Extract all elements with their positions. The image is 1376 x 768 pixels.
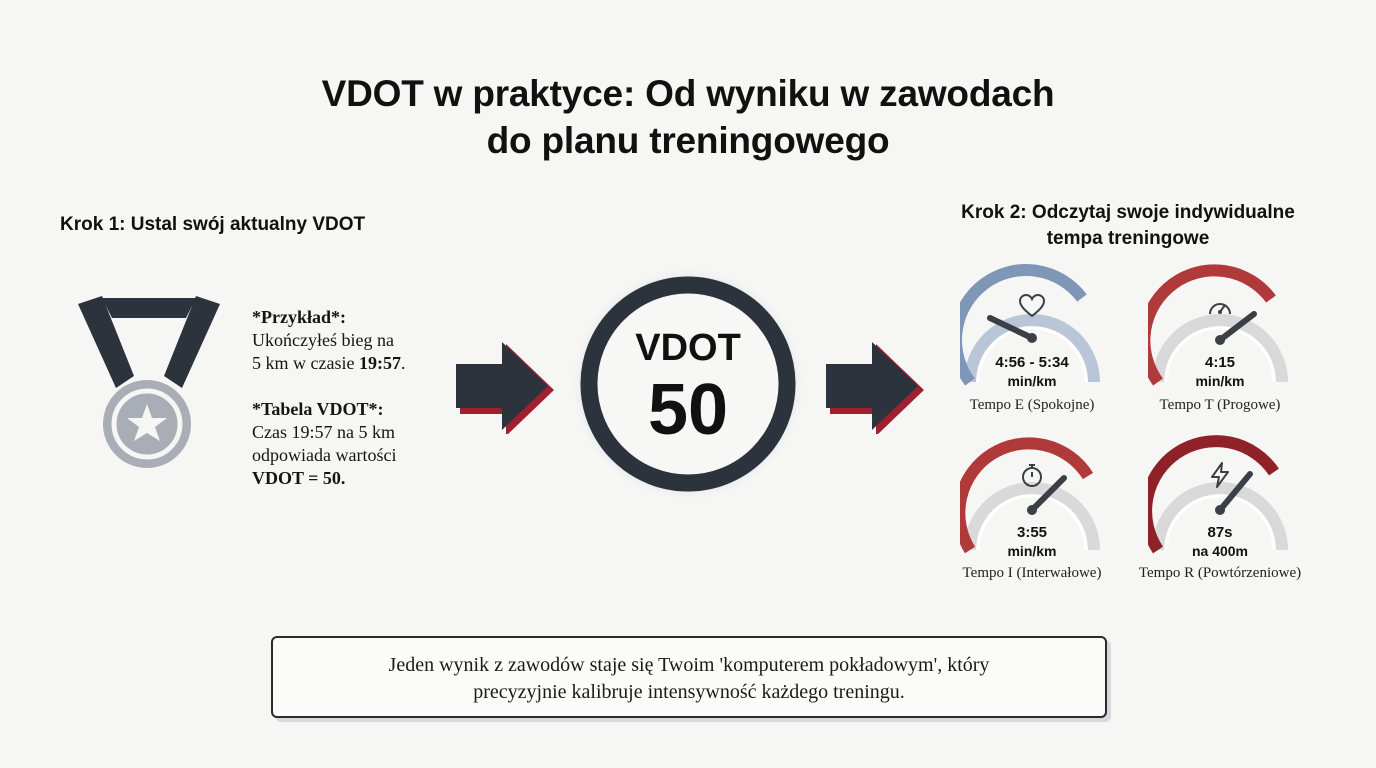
gauge-unit: na 400m (1191, 543, 1249, 559)
medal-icon (74, 294, 224, 470)
table-result: VDOT = 50. (252, 468, 346, 488)
gauge-label: Tempo I (Interwałowe) (962, 565, 1102, 581)
example-line-2-suffix: . (400, 353, 406, 373)
arrow-right-icon (454, 338, 558, 434)
heart-icon (1019, 294, 1045, 318)
gauge-value: 3:55 (1016, 524, 1048, 541)
table-line-1: Czas 19:57 na 5 km (252, 422, 395, 442)
gauge-label: Tempo R (Powtórzeniowe) (1138, 565, 1302, 581)
lightning-icon (1209, 462, 1231, 488)
summary-line-1: Jeden wynik z zawodów staje się Twoim 'komputerem pokładowym', który (388, 654, 990, 676)
step2-heading-line-2: tempa treningowe (1046, 228, 1210, 249)
gauge-tempo-e (922, 264, 1142, 424)
gauge-unit: min/km (1195, 373, 1245, 389)
gauge-value: 87s (1207, 524, 1233, 541)
example-line-1: Ukończyłeś bieg na (252, 330, 394, 350)
vdot-label: VDOT (635, 327, 741, 369)
gauge-tempo-t (1110, 264, 1330, 424)
title-line-2: do planu treningowego (486, 120, 890, 161)
gauge-unit: min/km (1007, 543, 1057, 559)
step1-heading: Krok 1: Ustal swój aktualny VDOT (60, 214, 366, 235)
title-line-1: VDOT w praktyce: Od wyniku w zawodach (321, 73, 1055, 114)
step2-heading (918, 200, 1338, 252)
example-time: 19:57 (358, 353, 401, 373)
step2-heading-line-1: Krok 2: Odczytaj swoje indywidualne (961, 202, 1295, 223)
gauge-tempo-i (922, 432, 1142, 592)
gauge-tempo-r (1110, 432, 1330, 592)
stopwatch-icon (1019, 462, 1045, 488)
table-heading: *Tabela VDOT*: (252, 399, 384, 419)
gauge-label: Tempo E (Spokojne) (969, 397, 1095, 413)
example-heading: *Przykład*: (252, 307, 346, 327)
gauge-unit: min/km (1007, 373, 1057, 389)
page-title (188, 70, 1188, 164)
vdot-value-display (588, 326, 788, 450)
gauge-value: 4:56 - 5:34 (995, 354, 1069, 371)
speedometer-icon (1207, 294, 1233, 318)
gauge-label: Tempo T (Progowe) (1159, 397, 1281, 413)
summary-line-2: precyzyjnie kalibruje intensywność każdego treningu. (473, 681, 905, 703)
arrow-right-icon (824, 338, 928, 434)
gauge-value: 4:15 (1204, 354, 1236, 371)
example-line-2 (252, 352, 452, 375)
example-text (252, 306, 452, 490)
vdot-value: 50 (647, 370, 729, 450)
table-line-2: odpowiada wartości (252, 445, 397, 465)
example-line-2-prefix: 5 km w czasie (252, 353, 359, 373)
summary-box (271, 636, 1107, 718)
